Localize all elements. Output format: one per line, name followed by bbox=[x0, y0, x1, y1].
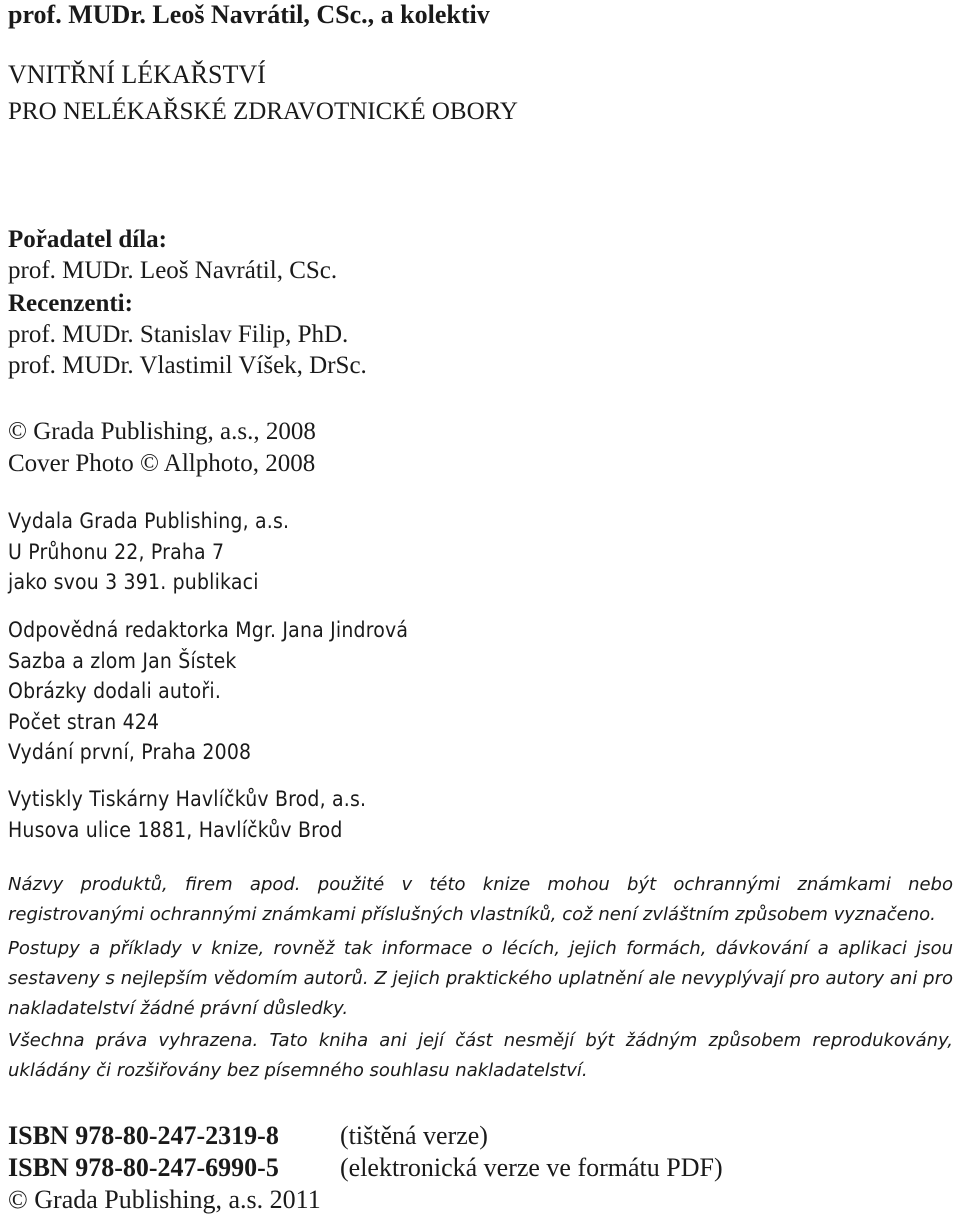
images-credit: Obrázky dodali autoři. bbox=[8, 679, 222, 703]
isbn-ebook-row bbox=[8, 1155, 953, 1181]
edition: Vydání první, Praha 2008 bbox=[8, 740, 252, 764]
isbn-print-note: (tištěná verze) bbox=[340, 1121, 488, 1150]
editor-label: Pořadatel díla: bbox=[8, 226, 168, 253]
publication-number: jako svou 3 391. publikaci bbox=[8, 570, 259, 594]
isbn-print: ISBN 978-80-247-2319-8 bbox=[8, 1121, 279, 1150]
liability-disclaimer: Postupy a příklady v knize, rovněž tak informace o lécích, jejich formách, dávkování a aplikaci jsou sestaveny s nejlepším vědomím autorů. Z jejich praktického uplatnění ale nevyplývají pro autory ani pro nakladatelství žádné právní důsledky. bbox=[8, 938, 953, 1019]
authors: prof. MUDr. Leoš Navrátil, CSc., a kolektiv bbox=[8, 0, 490, 29]
printer: Vytiskly Tiskárny Havlíčkův Brod, a.s. bbox=[8, 787, 367, 811]
copyright-line-2: Cover Photo © Allphoto, 2008 bbox=[8, 450, 316, 477]
publisher: Vydala Grada Publishing, a.s. bbox=[8, 509, 290, 533]
rights-notice: Všechna práva vyhrazena. Tato kniha ani její část nesmějí být žádným způsobem reprodukovány, ukládány či rozšiřovány bez písemného souhlasu nakladatelství. bbox=[8, 1030, 953, 1081]
final-copyright: © Grada Publishing, a.s. 2011 bbox=[8, 1185, 321, 1214]
book-title: VNITŘNÍ LÉKAŘSTVÍ bbox=[8, 60, 266, 89]
page-count: Počet stran 424 bbox=[8, 710, 160, 734]
publisher-address: U Průhonu 22, Praha 7 bbox=[8, 540, 225, 564]
isbn-print-row bbox=[8, 1123, 953, 1149]
reviewer-2: prof. MUDr. Vlastimil Víšek, DrSc. bbox=[8, 352, 367, 379]
printer-address: Husova ulice 1881, Havlíčkův Brod bbox=[8, 818, 343, 842]
book-subtitle: PRO NELÉKAŘSKÉ ZDRAVOTNICKÉ OBORY bbox=[8, 98, 518, 125]
typesetting: Sazba a zlom Jan Šístek bbox=[8, 649, 237, 673]
editor-name: prof. MUDr. Leoš Navrátil, CSc. bbox=[8, 257, 338, 284]
isbn-ebook-note: (elektronická verze ve formátu PDF) bbox=[340, 1153, 723, 1182]
copyright-line-1: © Grada Publishing, a.s., 2008 bbox=[8, 418, 316, 445]
reviewer-1: prof. MUDr. Stanislav Filip, PhD. bbox=[8, 321, 349, 348]
isbn-ebook: ISBN 978-80-247-6990-5 bbox=[8, 1153, 279, 1182]
trademark-disclaimer: Názvy produktů, firem apod. použité v této knize mohou být ochrannými známkami nebo registrovanými ochrannými známkami příslušných vlastníků, což není zvláštním způsobem vyznačeno. bbox=[8, 874, 953, 925]
responsible-editor: Odpovědná redaktorka Mgr. Jana Jindrová bbox=[8, 618, 409, 642]
reviewers-label: Recenzenti: bbox=[8, 290, 133, 317]
